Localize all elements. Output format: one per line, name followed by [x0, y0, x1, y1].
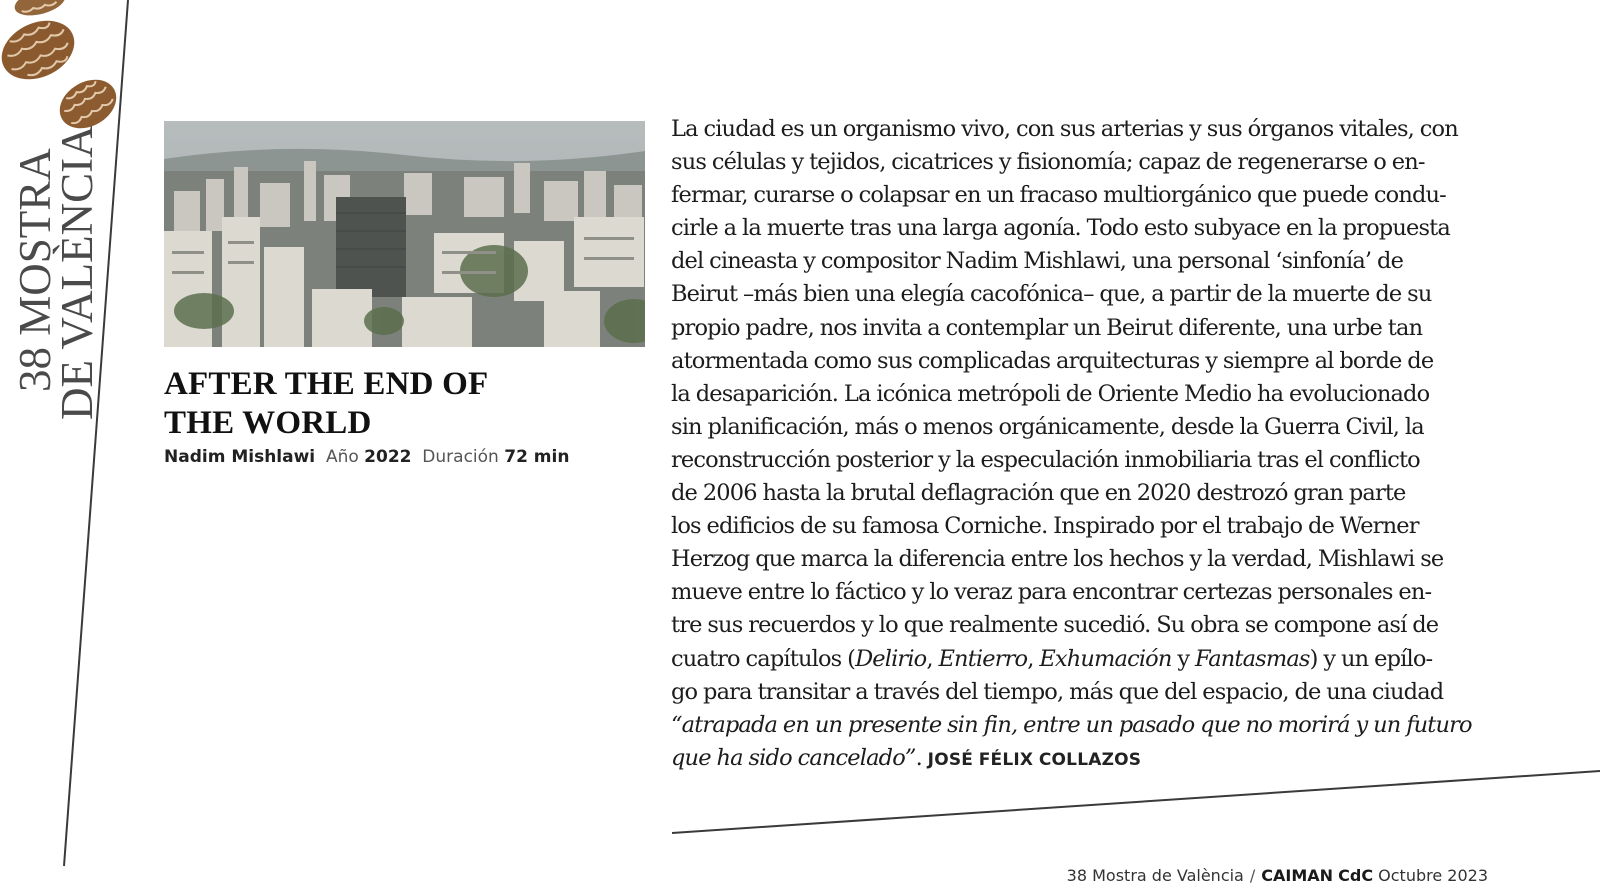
- chapter-title: Fantasmas: [1194, 645, 1310, 672]
- year-label: Año: [325, 447, 359, 467]
- chapters-text: ) y un epílo-: [1309, 645, 1433, 672]
- footer-date: Octubre 2023: [1378, 866, 1488, 885]
- review-line: reconstrucción posterior y la especulación inmobiliaria tras el conflicto: [671, 446, 1420, 473]
- film-title-line2: THE WORLD: [164, 405, 372, 441]
- footer-festival: 38 Mostra de València: [1066, 866, 1244, 885]
- chapter-title: Entierro: [938, 645, 1028, 672]
- duration-label: Duración: [422, 447, 499, 467]
- review-line: atormentada como sus complicadas arquitecturas y siempre al borde de: [671, 347, 1434, 374]
- review-line: fermar, curarse o colapsar en un fracaso multiorgánico que puede condu-: [671, 182, 1446, 209]
- review-line: La ciudad es un organismo vivo, con sus arterias y sus órganos vitales, con: [671, 116, 1458, 142]
- review-line: cirle a la muerte tras una larga agonía. Todo esto subyace en la propuesta: [671, 215, 1450, 242]
- quote-period: .: [915, 744, 928, 771]
- review-line: propio padre, nos invita a contemplar un Beirut diferente, una urbe tan: [671, 314, 1423, 341]
- review-line: mueve entre lo fáctico y lo veraz para encontrar certezas personales en-: [671, 579, 1432, 606]
- review-line: sus células y tejidos, cicatrices y fisionomía; capaz de regenerarse o en-: [671, 149, 1425, 176]
- film-title-line1: AFTER THE END OF: [164, 366, 489, 402]
- director-name: Nadim Mishlawi: [164, 447, 316, 467]
- review-quote-end: que ha sido cancelado”: [671, 744, 916, 771]
- footer-brand-cdc: CdC: [1338, 866, 1374, 885]
- review-line: tre sus recuerdos y lo que realmente sucedió. Su obra se compone así de: [671, 612, 1439, 639]
- review-line: Beirut –más bien una elegía cacofónica– que, a partir de la muerte de su: [671, 281, 1432, 308]
- author-byline: JOSÉ FÉLIX COLLAZOS: [927, 749, 1142, 770]
- year-value: 2022: [364, 447, 412, 467]
- review-line: de 2006 hasta la brutal deflagración que en 2020 destrozó gran parte: [671, 480, 1406, 507]
- footer-brand: CAIMAN: [1261, 866, 1334, 885]
- page-footer: [1067, 866, 1488, 885]
- review-quote-line: “atrapada en un presente sin fin, entre un pasado que no morirá y un futuro: [671, 711, 1472, 738]
- chapter-title: Delirio: [855, 645, 927, 672]
- chapter-title: Exhumación: [1039, 645, 1172, 672]
- review-line: los edificios de su famosa Corniche. Inspirado por el trabajo de Werner: [671, 513, 1419, 540]
- review-line: go para transitar a través del tiempo, más que del espacio, de una ciudad: [671, 678, 1444, 705]
- review-line: Herzog que marca la diferencia entre los hechos y la verdad, Mishlawi se: [671, 546, 1444, 573]
- chapters-text: y: [1171, 645, 1195, 672]
- review-line: sin planificación, más o menos orgánicamente, desde la Guerra Civil, la: [671, 413, 1424, 440]
- chapters-text: ,: [1027, 645, 1040, 672]
- festival-title-line1: 38 MOSTRA: [10, 148, 60, 392]
- review-line: del cineasta y compositor Nadim Mishlawi, una personal ‘sinfonía’ de: [671, 248, 1404, 275]
- review-line: la desaparición. La icónica metrópoli de Oriente Medio ha evolucionado: [671, 380, 1430, 407]
- duration-value: 72 min: [504, 447, 570, 467]
- chapters-text: ,: [926, 645, 939, 672]
- footer-separator: /: [1249, 866, 1256, 885]
- chapters-text: cuatro capítulos (: [671, 645, 856, 672]
- festival-title-line2: DE VALÈNCIA: [52, 125, 102, 420]
